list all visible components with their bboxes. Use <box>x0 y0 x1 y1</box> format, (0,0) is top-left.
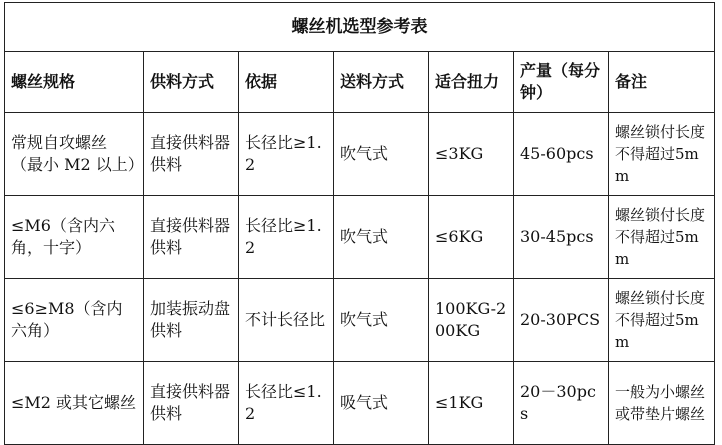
cell-basis: 长径比≥1.2 <box>239 196 334 279</box>
cell-basis: 长径比≤1.2 <box>239 362 334 445</box>
cell-output: 20-30PCS <box>514 279 609 362</box>
cell-feed-method: 直接供料器供料 <box>144 113 239 196</box>
header-row <box>5 52 715 113</box>
cell-feed-method: 直接供料器供料 <box>144 196 239 279</box>
cell-delivery-method: 吸气式 <box>334 362 429 445</box>
cell-torque: ≤1KG <box>429 362 514 445</box>
header-delivery-method: 送料方式 <box>334 52 429 113</box>
cell-torque: 100KG-200KG <box>429 279 514 362</box>
cell-screw-spec: ≤M6（含内六角，十字） <box>5 196 144 279</box>
header-basis: 依据 <box>239 52 334 113</box>
cell-screw-spec: 常规自攻螺丝（最小 M2 以上） <box>5 113 144 196</box>
cell-output: 30-45pcs <box>514 196 609 279</box>
screw-machine-selection-table <box>4 2 715 445</box>
cell-remarks: 螺丝锁付长度不得超过5mm <box>609 113 715 196</box>
cell-torque: ≤3KG <box>429 113 514 196</box>
table-row <box>5 196 715 279</box>
header-output: 产量（每分钟） <box>514 52 609 113</box>
header-remarks: 备注 <box>609 52 715 113</box>
cell-screw-spec: ≤M2 或其它螺丝 <box>5 362 144 445</box>
cell-delivery-method: 吹气式 <box>334 113 429 196</box>
cell-remarks: 螺丝锁付长度不得超过5mm <box>609 279 715 362</box>
cell-feed-method: 直接供料器供料 <box>144 362 239 445</box>
cell-torque: ≤6KG <box>429 196 514 279</box>
cell-screw-spec: ≤6≥M8（含内六角） <box>5 279 144 362</box>
header-screw-spec: 螺丝规格 <box>5 52 144 113</box>
cell-output: 45-60pcs <box>514 113 609 196</box>
cell-output: 20－30pcs <box>514 362 609 445</box>
cell-remarks: 一般为小螺丝或带垫片螺丝 <box>609 362 715 445</box>
cell-feed-method: 加装振动盘供料 <box>144 279 239 362</box>
table-row <box>5 279 715 362</box>
cell-delivery-method: 吹气式 <box>334 196 429 279</box>
selection-table-container <box>4 2 715 445</box>
table-title: 螺丝机选型参考表 <box>5 3 715 52</box>
table-row <box>5 113 715 196</box>
header-torque: 适合扭力 <box>429 52 514 113</box>
header-feed-method: 供料方式 <box>144 52 239 113</box>
cell-remarks: 螺丝锁付长度不得超过5mm <box>609 196 715 279</box>
title-row <box>5 3 715 52</box>
table-row <box>5 362 715 445</box>
cell-basis: 长径比≥1.2 <box>239 113 334 196</box>
cell-basis: 不计长径比 <box>239 279 334 362</box>
cell-delivery-method: 吹气式 <box>334 279 429 362</box>
